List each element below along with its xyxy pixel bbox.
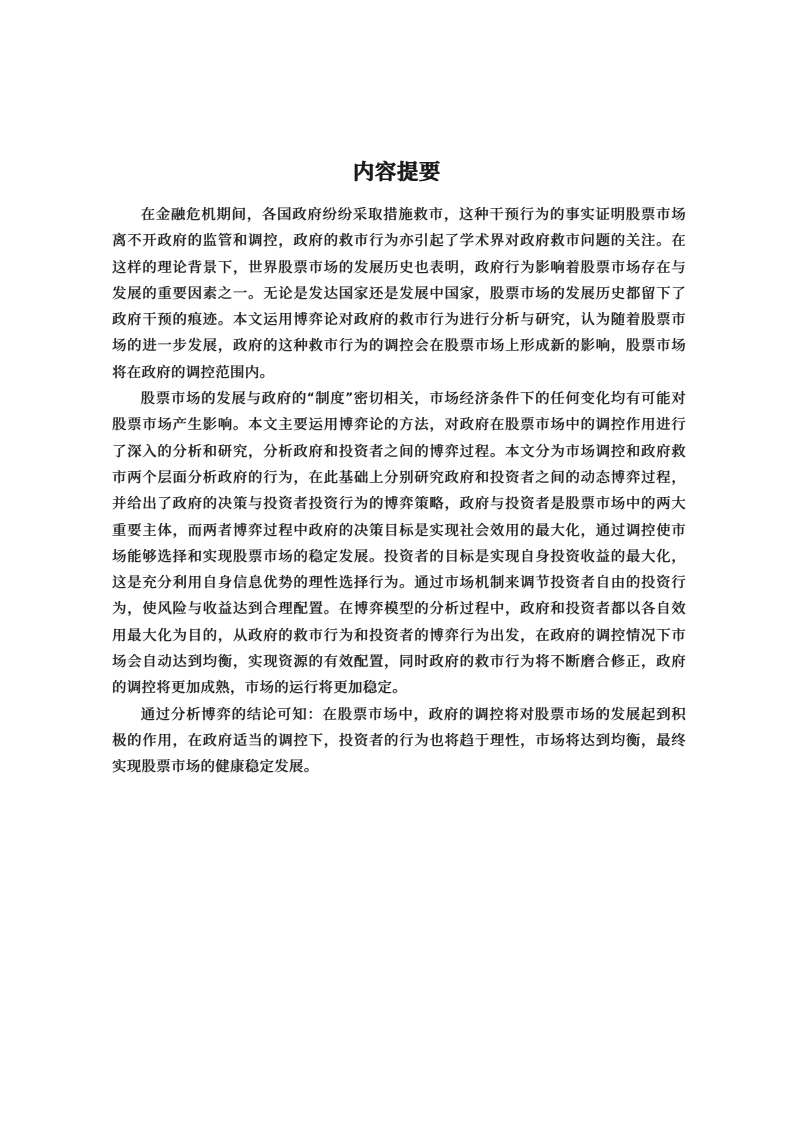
page-title: 内容提要 (353, 160, 441, 184)
paragraph-1: 在金融危机期间，各国政府纷纷采取措施救市，这种干预行为的事实证明股票市场离不开政府的监管和调控，政府的救市行为亦引起了学术界对政府救市问题的关注。在这样的理论背景下，世界股票市场的发展历史也表明，政府行为影响着股票市场存在与发展的重要因素之一。无论是发达国家还是发展中国家，股票市场的发展历史都留下了政府干预的痕迹。本文运用博弈论对政府的救市行为进行分析与研究，认为随着股票市场的进一步发展，政府的这种救市行为的调控会在股票市场上形成新的影响，股票市场将在政府的调控范围内。 (112, 207, 686, 381)
paragraph-3: 通过分析博弈的结论可知：在股票市场中，政府的调控将对股票市场的发展起到积极的作用，在政府适当的调控下，投资者的行为也将趋于理性，市场将达到均衡，最终实现股票市场的健康稳定发展。 (112, 706, 686, 776)
paragraph-2: 股票市场的发展与政府的“制度”密切相关，市场经济条件下的任何变化均有可能对股票市场产生影响。本文主要运用博弈论的方法，对政府在股票市场中的调控作用进行了深入的分析和研究，分析政府和投资者之间的博弈过程。本文分为市场调控和政府救市两个层面分析政府的行为，在此基础上分别研究政府和投资者之间的动态博弈过程，并给出了政府的决策与投资者投资行为的博弈策略，政府与投资者是股票市场中的两大重要主体，而两者博弈过程中政府的决策目标是实现社会效用的最大化，通过调控使市场能够选择和实现股票市场的稳定发展。投资者的目标是实现自身投资收益的最大化，这是充分利用自身信息优势的理性选择行为。通过市场机制来调节投资者自由的投资行为，使风险与收益达到合理配置。在博弈模型的分析过程中，政府和投资者都以各自效用最大化为目的，从政府的救市行为和投资者的博弈行为出发，在政府的调控情况下市场会自动达到均衡，实现资源的有效配置，同时政府的救市行为将不断磨合修正，政府的调控将更加成熟，市场的运行将更加稳定。 (112, 391, 686, 697)
document-body (112, 202, 686, 781)
